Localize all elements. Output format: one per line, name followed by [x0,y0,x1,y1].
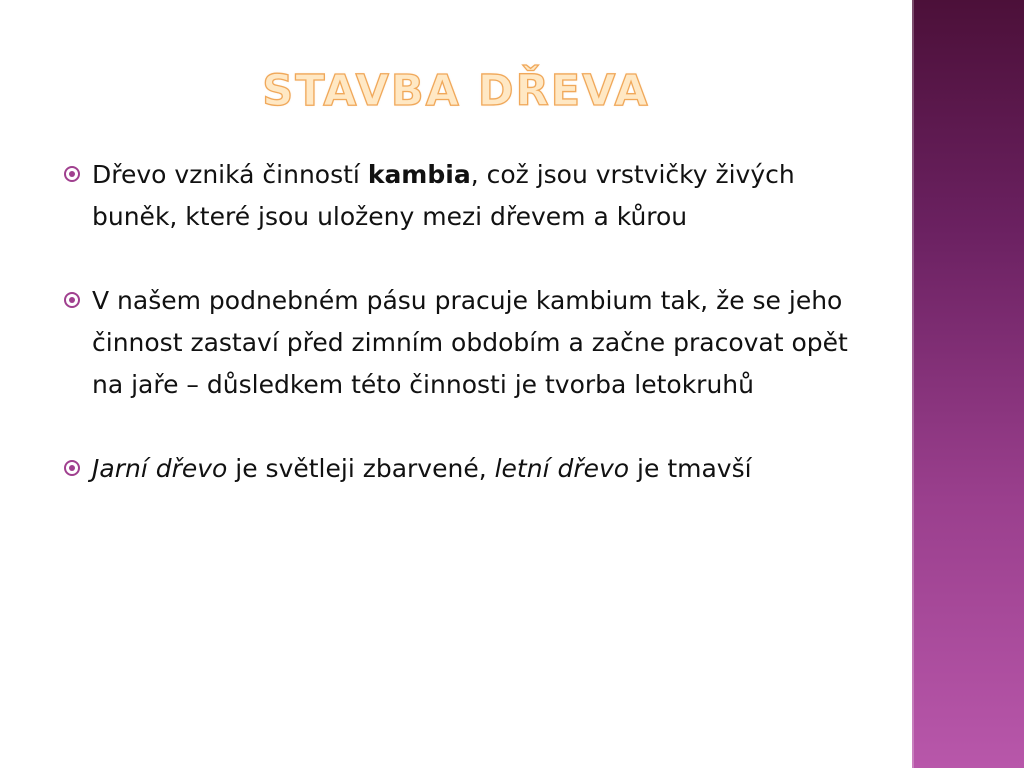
bullet-item-3 [62,448,852,490]
bullet-marker-icon [64,166,80,182]
bullet-item-2 [62,280,852,406]
bullet-item-1 [62,154,852,238]
bullet-3-italic-term-1: Jarní dřevo [92,454,228,483]
slide-title: STAVBA DŘEVA [262,66,650,116]
bullet-3-text-part1: je světleji zbarvené, [227,454,495,483]
decorative-side-panel [912,0,1024,768]
bullet-1-text-part2: , což jsou vrstvičky živých buněk, které jsou uloženy mezi dřevem a kůrou [92,160,795,231]
bullet-2-text: V našem podnebném pásu pracuje kambium tak, že se jeho činnost zastaví před zimním obdobím a začne pracovat opět na jaře – důsledkem této činnosti je tvorba letokruhů [92,286,848,399]
bullet-marker-icon [64,292,80,308]
bullet-list [62,154,852,490]
bullet-1-text-part1: Dřevo vzniká činností [92,160,368,189]
bullet-marker-icon [64,460,80,476]
bullet-3-italic-term-2: letní dřevo [494,454,630,483]
bullet-3-text-part2: je tmavší [629,454,752,483]
bullet-1-bold-term: kambia [367,160,471,189]
